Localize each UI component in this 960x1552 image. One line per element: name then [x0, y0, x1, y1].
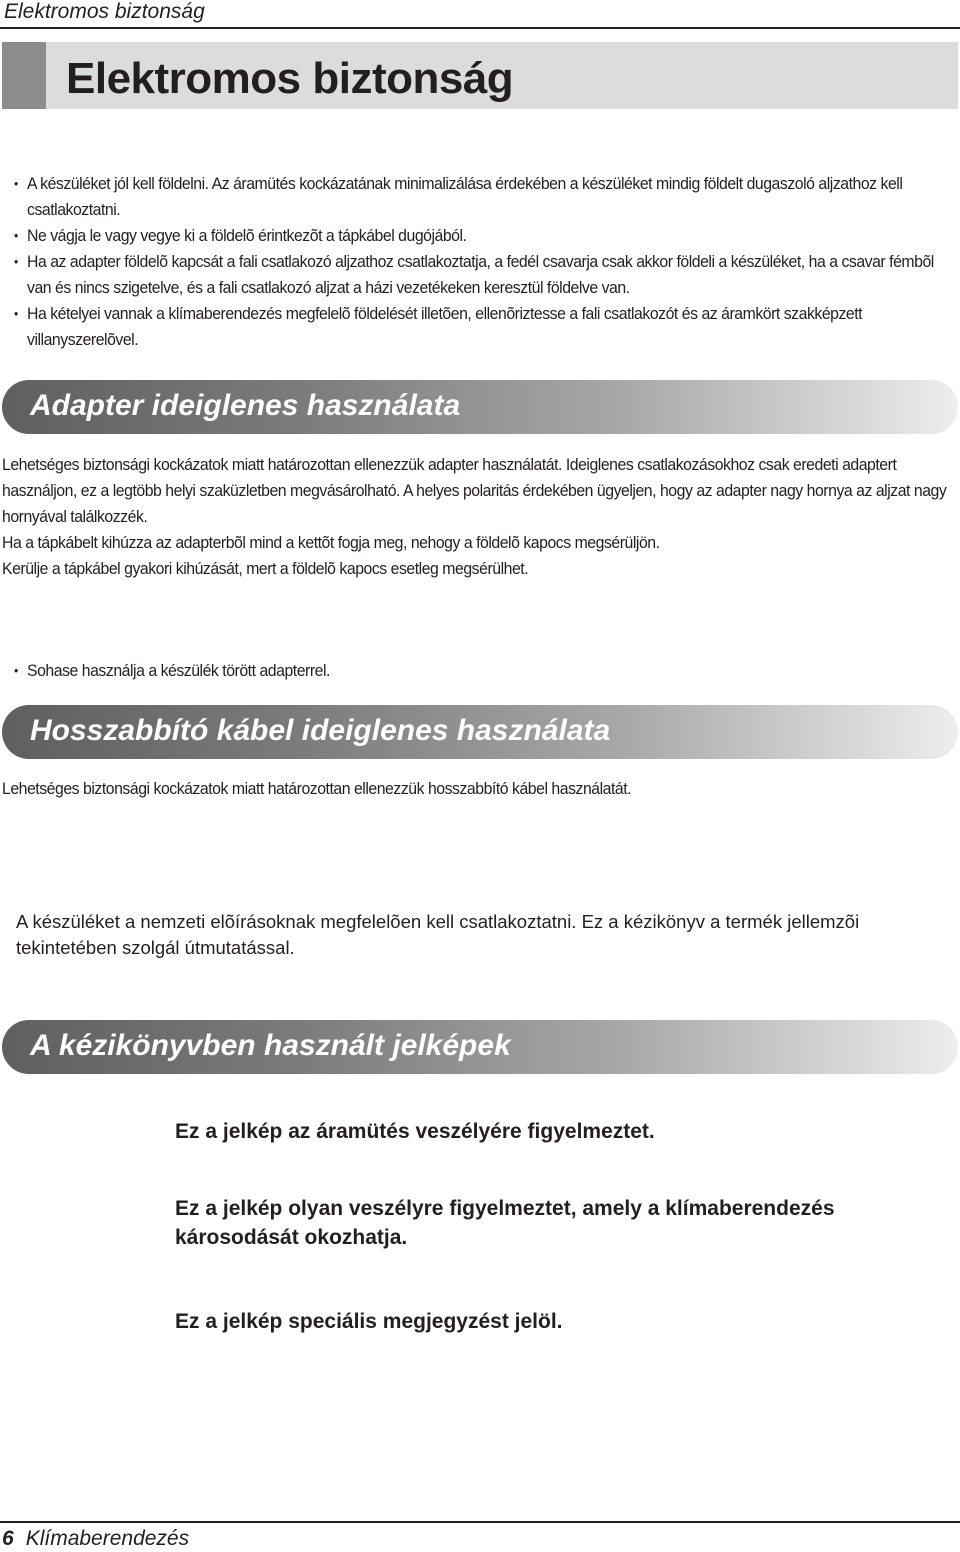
page-title: Elektromos biztonság	[66, 54, 514, 103]
adapter-paragraphs	[2, 452, 955, 582]
section-heading-band-symbols	[2, 1020, 958, 1074]
adapter-paragraph: Kerülje a tápkábel gyakori kihúzását, mert a földelõ kapocs esetleg megsérülhet.	[2, 559, 529, 578]
adapter-paragraph: Ha a tápkábelt kihúzza az adapterbõl mind a kettõt fogja meg, nehogy a földelõ kapocs megsérüljön.	[2, 533, 660, 552]
section-heading-band-adapter	[2, 380, 958, 434]
extension-paragraph: Lehetséges biztonsági kockázatok miatt határozottan ellenezzük hosszabbító kábel használatát.	[2, 779, 632, 798]
symbol-description-damage: Ez a jelkép olyan veszélyre figyelmeztet, amely a klímaberendezés károsodását okozhatja.	[175, 1197, 835, 1249]
footer-product: Klímaberendezés	[25, 1527, 190, 1550]
grounding-bullet-list	[14, 171, 953, 353]
title-band	[2, 42, 958, 109]
symbol-description-note: Ez a jelkép speciális megjegyzést jelöl.	[175, 1310, 563, 1333]
bullet-item: • A készüléket jól kell földelni. Az áramütés kockázatának minimalizálása érdekében a készüléket mindig földelt dugaszoló aljzathoz kell csatlakoztatni.	[14, 171, 953, 223]
symbol-description-shock: Ez a jelkép az áramütés veszélyére figyelmeztet.	[175, 1120, 655, 1143]
bullet-item: • Ha az adapter földelõ kapcsát a fali csatlakozó aljzathoz csatlakoztatja, a fedél csavarja csak akkor földeli a készüléket, ha a csavar fémbõl van és nincs szigetelve, és a fali csatlakozó aljzat a házi vezetékeken keresztül földelve van.	[14, 249, 953, 301]
section-heading-band-extension	[2, 705, 958, 759]
footer-rule	[0, 1521, 960, 1523]
bullet-item: • Ne vágja le vagy vegye ki a földelõ érintkezõt a tápkábel dugójából.	[14, 223, 953, 249]
regulation-note: A készüléket a nemzeti elõírásoknak megfelelõen kell csatlakoztatni. Ez a kézikönyv a termék jellemzõi tekintetében szolgál útmutatással.	[16, 911, 860, 958]
title-accent-block	[2, 42, 46, 109]
section-heading-extension: Hosszabbító kábel ideiglenes használata	[30, 714, 611, 747]
header-rule	[0, 27, 960, 29]
extension-paragraph-block	[2, 776, 955, 802]
adapter-bullet-list	[14, 658, 953, 684]
adapter-paragraph: Lehetséges biztonsági kockázatok miatt határozottan ellenezzük adapter használatát. Ideiglenes csatlakozásokhoz csak eredeti adaptert használjon, ez a legtöbb helyi szaküzletben megvásárolható. A helyes polaritás érdekében ügyeljen, hogy az adapter nagy hornya az aljzat nagy hornyával találkozzék.	[2, 455, 947, 526]
running-header: Elektromos biztonság	[4, 0, 205, 23]
section-heading-adapter: Adapter ideiglenes használata	[30, 389, 461, 422]
section-heading-symbols: A kézikönyvben használt jelképek	[30, 1029, 511, 1062]
page-footer	[2, 1527, 189, 1551]
bullet-item: • Ha kételyei vannak a klímaberendezés megfelelõ földelését illetõen, ellenõriztesse a fali csatlakozót és az áramkört szakképzett villanyszerelõvel.	[14, 301, 953, 353]
bullet-item: • Sohase használja a készülék törött adapterrel.	[14, 658, 953, 684]
page-number: 6	[2, 1527, 14, 1550]
